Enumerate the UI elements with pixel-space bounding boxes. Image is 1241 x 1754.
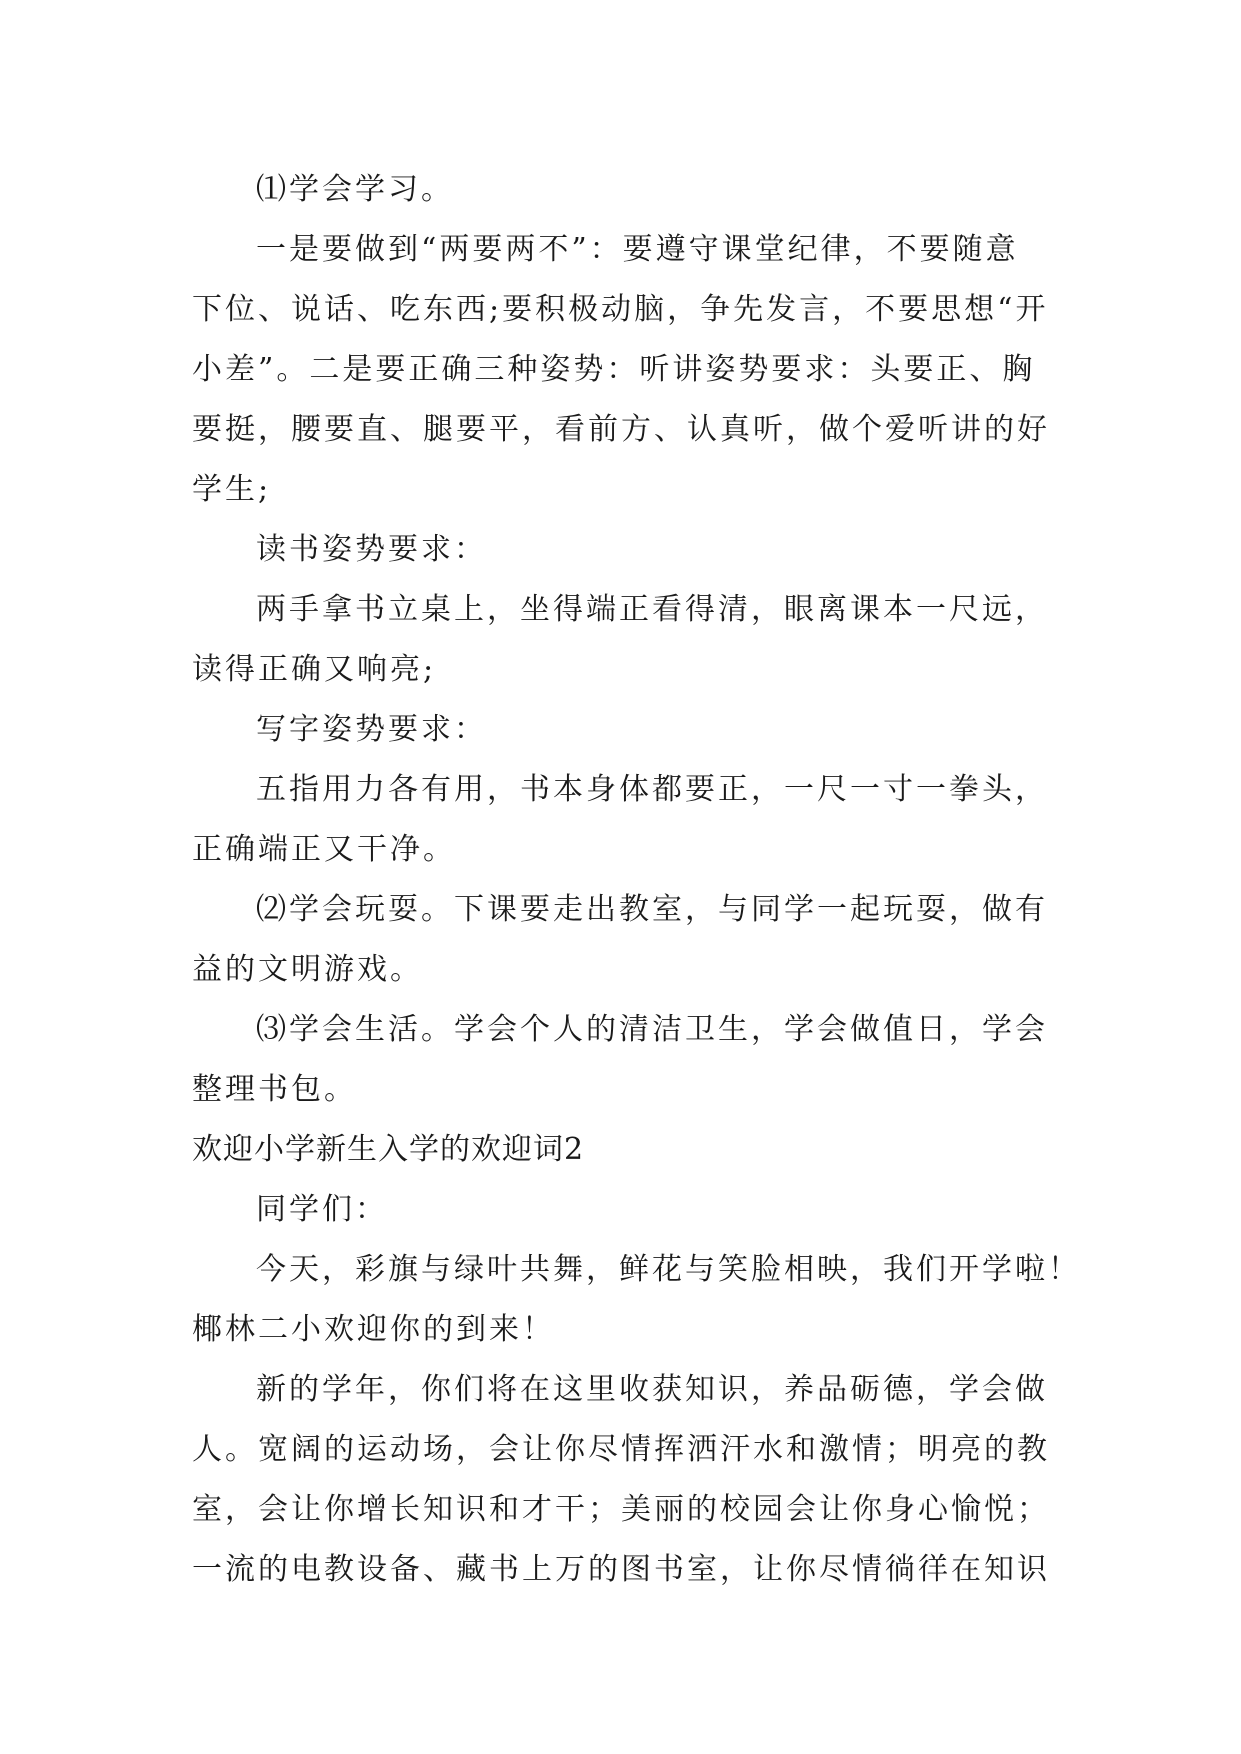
paragraph-line: 读书姿势要求： bbox=[256, 532, 487, 567]
paragraph-line: 正确端正又干净。 bbox=[192, 832, 456, 867]
paragraph-line: 椰林二小欢迎你的到来！ bbox=[192, 1312, 555, 1347]
paragraph-line: 读得正确又响亮; bbox=[192, 652, 437, 687]
paragraph-line: ⑶学会生活。学会个人的清洁卫生，学会做值日，学会 bbox=[256, 1012, 1048, 1047]
paragraph-line: 新的学年，你们将在这里收获知识，养品砺德，学会做 bbox=[256, 1372, 1048, 1407]
paragraph-line: 今天，彩旗与绿叶共舞，鲜花与笑脸相映，我们开学啦！ bbox=[256, 1252, 1081, 1287]
paragraph-line: 小差”。二是要正确三种姿势：听讲姿势要求：头要正、胸 bbox=[192, 352, 1036, 387]
paragraph-line: ⑵学会玩耍。下课要走出教室，与同学一起玩耍，做有 bbox=[256, 892, 1048, 927]
paragraph-line: 一是要做到“两要两不”：要遵守课堂纪律，不要随意 bbox=[256, 232, 1019, 267]
paragraph-line: 学生; bbox=[192, 472, 272, 507]
paragraph-line: 一流的电教设备、藏书上万的图书室，让你尽情徜徉在知识 bbox=[192, 1552, 1050, 1587]
paragraph-line: ⑴学会学习。 bbox=[256, 172, 454, 207]
paragraph-line: 人。宽阔的运动场，会让你尽情挥洒汗水和激情；明亮的教 bbox=[192, 1432, 1050, 1467]
paragraph-line: 室，会让你增长知识和才干；美丽的校园会让你身心愉悦； bbox=[192, 1492, 1050, 1527]
paragraph-line: 五指用力各有用，书本身体都要正，一尺一寸一拳头， bbox=[256, 772, 1048, 807]
section-heading: 欢迎小学新生入学的欢迎词2 bbox=[192, 1132, 585, 1167]
paragraph-line: 要挺，腰要直、腿要平，看前方、认真听，做个爱听讲的好 bbox=[192, 412, 1050, 447]
paragraph-line: 两手拿书立桌上，坐得端正看得清，眼离课本一尺远， bbox=[256, 592, 1048, 627]
paragraph-line: 下位、说话、吃东西;要积极动脑，争先发言，不要思想“开 bbox=[192, 292, 1049, 327]
paragraph-line: 整理书包。 bbox=[192, 1072, 357, 1107]
paragraph-line: 同学们： bbox=[256, 1192, 388, 1227]
document-body bbox=[192, 160, 1081, 1600]
paragraph-line: 益的文明游戏。 bbox=[192, 952, 423, 987]
paragraph-line: 写字姿势要求： bbox=[256, 712, 487, 747]
